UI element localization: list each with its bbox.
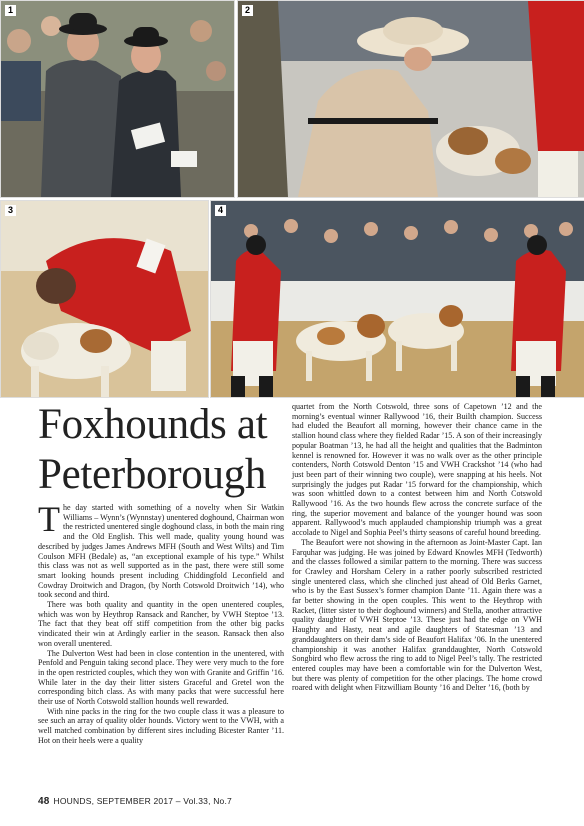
photo-judges xyxy=(0,0,235,198)
article-column-left xyxy=(38,499,284,746)
page-footer xyxy=(38,796,232,807)
photo-number: 4 xyxy=(215,205,226,216)
headline-line-1: Foxhounds at xyxy=(38,401,268,448)
huntsman-illustration xyxy=(1,201,208,397)
headline-line-2: Peterborough xyxy=(38,451,267,498)
lady-judge-illustration xyxy=(238,1,584,197)
article-paragraph: The Beaufort were not showing in the afternoon as Joint-Master Capt. Ian Farquhar was judging. He was joined by Edward Knowles MFH (Tedworth) and the classes followed a similar pattern to the morning. There was success for Crawley and Horsham Celery in a rather poorly subscribed restricted single unentered class, which she clinched just ahead of Old Berks Garnet, who is by the East Sussex’s former champion Dante ’11. Again there was a far better showing in the open couples. This went to the Heythrop with Racket, (litter sister to their doghound winners) and Stella, another attractive quality daughter of VWH Steptoe ’13. These just had the edge on VWH Haughty and Hasty, neat and agile daughters of Statesman ’13 and granddaughters on their dam’s side of Beaufort Halifax ’06. In the unentered championship it was another Halifax granddaughter, North Cotswold Songbird who flew across the ring to add to Nigel Peel’s tally. The restricted entered couples may have been a comfortable win for the Dulverton West, but there was plenty of competition for the other placings. The home crowd roared with delight when Fitzwilliam Bounty ’16 and Delter ’16, (both by xyxy=(292,537,542,693)
drop-cap: T xyxy=(38,499,60,539)
article-paragraph xyxy=(38,499,284,600)
photo-number: 3 xyxy=(5,205,16,216)
photo-lady-judge xyxy=(237,0,584,198)
photo-huntsman-hound xyxy=(0,200,209,398)
photo-number: 2 xyxy=(242,5,253,16)
article-paragraph: There was both quality and quantity in the open unentered couples, which was won by Heythrop Ransack and Rancher, by VWH Steptoe ’13. The fact that they beat off stiff competition from the other big packs vindicated their win at Ardingly earlier in the season. Ransack then also won overall unentered. xyxy=(38,600,284,648)
article-paragraph: quartet from the North Cotswold, three sons of Capetown ’12 and the morning’s eventual winner Rallywood ’16, their Builth champion. Success had eluded the Beaufort all morning, however their chance came in the stallion hound class where they fielded Radar ’15. A son of their increasingly popular Boatman ’13, he had all the height and qualities that the Badminton kennel is renowned for. However it was no walk over as the other principle contenders, North Cotswold Denton ’15 and VWH Crackshot ’14 (who had just been part of their winning two couple), were snapping at his heels. Not surprisingly the judges put Radar ’15 forward for the championship, which was soon whittled down to a contest between him and North Cotswold Rallywood ’16. As the two hounds flew across the concrete surface of the ring, the superior movement and balance of the younger hound was soon apparent. Rallywood’s much applauded championship triumph was a great accolade to Nigel and Sophia Peel’s thirty seasons of careful hound breeding. xyxy=(292,402,542,538)
judges-illustration xyxy=(1,1,234,197)
article-paragraph: The Dulverton West had been in close contention in the unentered, with Penfold and Penguin taking second place. They were very much to the fore in the open restricted couples, which they won with Granite and Griffin ’16. While later in the day their litter sisters Graceful and Gretel won the corresponding bitch class. As with many packs that were successful here their use of North Cotswold stallion hounds well rewarded. xyxy=(38,648,284,707)
article-headline xyxy=(38,400,288,500)
page-number: 48 xyxy=(38,796,50,807)
photo-number: 1 xyxy=(5,5,16,16)
paragraph-text: he day started with something of a novelty when Sir Watkin Williams – Wynn’s (Wynnstay) unentered doghound, Chairman won the restricted unentered single doghound class, in both the main ring and the Old English. This well made, quality young hound was described by judges James Andrews MFH (South and West Wilts) and Tim Coulson MFH (Bedale) as, “an exceptional example of his type.” Whilst this class was not as well supported as in the past, there were still some smart looking hounds present including Chiddingfold Leconfield and Cowdray Droitwich and Dragon, (by North Cotswold Droitwich ’14), who took second and third. xyxy=(38,503,284,600)
article-column-right xyxy=(292,402,542,693)
article-paragraph: With nine packs in the ring for the two couple class it was a pleasure to see such an array of quality older hounds. Victory went to the VWH, with a well matched combination by different sires including Bicester Ranter ’11. Hot on their heels were a quality xyxy=(38,706,284,745)
ring-illustration xyxy=(211,201,584,397)
photo-hounds-in-ring xyxy=(210,200,584,398)
publication-info: HOUNDS, SEPTEMBER 2017 – Vol.33, No.7 xyxy=(53,796,232,806)
